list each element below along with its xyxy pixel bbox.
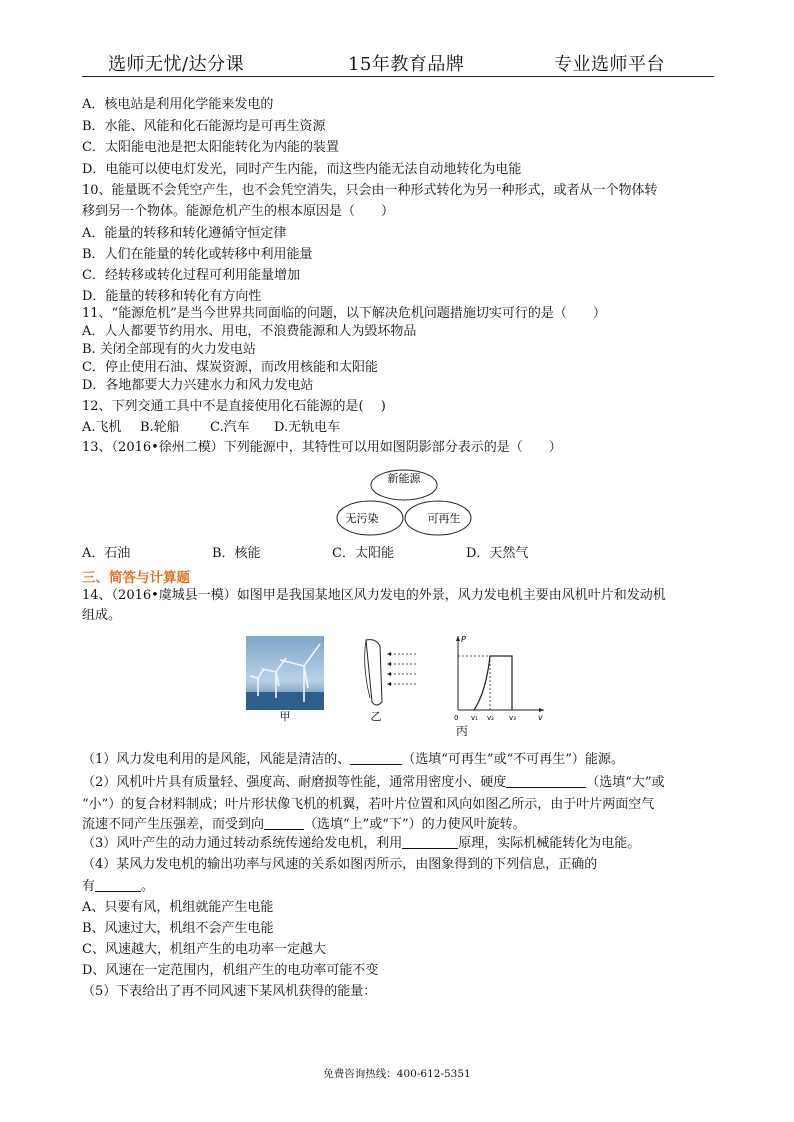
q9-option-a: A．核电站是利用化学能来发电的 (82, 97, 274, 112)
section-heading: 三、简答与计算题 (82, 570, 190, 586)
q14-part2-line1: （2）风机叶片具有质量轻、强度高、耐磨损等性能，通常用密度小、硬度 （选填“大”或 (82, 775, 665, 790)
graph-tick-v1: v₁ (471, 714, 478, 722)
q10-option-b: B．人们在能量的转化或转移中利用能量 (82, 247, 313, 262)
q11-stem: 11、“能源危机”是当今世界共同面临的问题，以下解决危机问题措施切实可行的是（ ） (82, 306, 606, 321)
power-speed-graph (448, 632, 548, 724)
q14-part4-option-a: A、只要有风，机组就能产生电能 (82, 900, 274, 915)
graph-tick-v2: v₂ (487, 714, 494, 722)
q14-stem-line1: 14、（2016•虞城县一模）如图甲是我国某地区风力发电的外景，风力发电机主要由风机叶片和发动机 (82, 588, 666, 603)
fig-label-jia: 甲 (279, 710, 291, 722)
q11-option-a: A．人人都要节约用水、用电，不浪费能源和人为毁坏物品 (82, 324, 417, 339)
q12-option-c: C.汽车 (210, 420, 250, 435)
q12-option-b: B.轮船 (140, 420, 180, 435)
q10-option-c: C．经转移或转化过程可利用能量增加 (82, 268, 300, 283)
q12-options (82, 419, 482, 437)
q10-option-d: D．能量的转移和转化有方向性 (82, 289, 262, 304)
q14-part4-option-b: B、风速过大，机组不会产生电能 (82, 921, 274, 936)
q10-option-a: A．能量的转移和转化遵循守恒定律 (82, 226, 287, 241)
page-footer: 免费咨询热线：400-612-5351 (323, 1068, 471, 1080)
q12-stem: 12、下列交通工具中不是直接使用化石能源的是( ) (82, 399, 386, 414)
q10-stem-line1: 10、能量既不会凭空产生，也不会凭空消失，只会由一种形式转化为另一种形式，或者从一个物体转 (82, 183, 658, 198)
q14-part4-line1: （4）某风力发电机的输出功率与风速的关系如图丙所示，由图象得到的下列信息，正确的 (82, 857, 598, 872)
q14-part1: （1）风力发电利用的是风能，风能是清洁的、 （选填“可再生”或“不可再生”）能源。 (82, 752, 624, 767)
q13-option-a: A．石油 (82, 546, 131, 561)
header-center: 15年教育品牌 (348, 54, 465, 75)
fig-label-bing: 丙 (456, 724, 469, 738)
graph-tick-v3: v₃ (509, 714, 516, 722)
q11-option-c: C．停止使用石油、煤炭资源，而改用核能和太阳能 (82, 360, 378, 375)
answer-blank-5[interactable] (95, 879, 141, 892)
q13-option-b: B．核能 (212, 546, 261, 561)
q14-part4-option-c: C、风速越大，机组产生的电功率一定越大 (82, 942, 326, 957)
q14-part4-line2: 有 。 (82, 879, 155, 894)
q14-part5: （5）下表给出了再不同风速下某风机获得的能量： (82, 984, 377, 999)
graph-axis-v: v (538, 713, 543, 722)
q13-options (82, 545, 602, 563)
q14-part2-line3: 流速不同产生压强差，而受到向 （选填“上”或“下”）的力使风叶旋转。 (82, 817, 526, 832)
q13-stem: 13、（2016•徐州二模）下列能源中，其特性可以用如图阴影部分表示的是（ ） (82, 440, 562, 455)
q14-part3: （3）风叶产生的动力通过转动系统传递给发电机，利用 原理，实际机械能转化为电能。 (82, 836, 641, 851)
venn-diagram (332, 466, 476, 542)
q9-option-b: B．水能、风能和化石能源均是可再生资源 (82, 119, 326, 134)
answer-blank-2[interactable] (506, 775, 586, 788)
answer-blank-1[interactable] (350, 752, 402, 765)
q14-part2-line2: “小”）的复合材料制成；叶片形状像飞机的机翼，若叶片位置和风向如图乙所示，由于叶片两面空气 (82, 797, 655, 812)
q14-stem-line2: 组成。 (82, 608, 122, 623)
header-right: 专业选师平台 (554, 54, 665, 75)
q14-part4-option-d: D、风速在一定范围内，机组产生的电功率可能不变 (82, 963, 379, 978)
q13-option-c: C．太阳能 (332, 546, 394, 561)
q12-option-d: D.无轨电车 (274, 420, 341, 435)
fig-label-yi: 乙 (370, 710, 382, 722)
q10-stem-line2: 移到另一个物体。能源危机产生的根本原因是（ ） (82, 204, 395, 219)
graph-origin: 0 (454, 714, 459, 722)
venn-label-top: 新能源 (387, 472, 421, 485)
venn-label-right: 可再生 (427, 512, 461, 525)
answer-blank-3[interactable] (264, 817, 304, 830)
blade-diagram (352, 636, 424, 722)
q12-option-a: A.飞机 (82, 420, 122, 435)
wind-farm-photo (246, 636, 324, 722)
q13-option-d: D．天然气 (466, 546, 529, 561)
q11-option-d: D．各地都要大力兴建水力和风力发电站 (82, 378, 314, 393)
page-header (82, 48, 714, 77)
q9-option-c: C．太阳能电池是把太阳能转化为内能的装置 (82, 140, 339, 155)
answer-blank-4[interactable] (402, 836, 458, 849)
q11-option-b: B. 关闭全部现有的火力发电站 (82, 342, 256, 357)
header-left: 选师无忧/达分课 (108, 54, 245, 75)
graph-axis-p: P (461, 635, 466, 644)
q9-option-d: D．电能可以使电灯发光，同时产生内能，而这些内能无法自动地转化为电能 (82, 162, 522, 177)
venn-label-left: 无污染 (345, 512, 379, 525)
